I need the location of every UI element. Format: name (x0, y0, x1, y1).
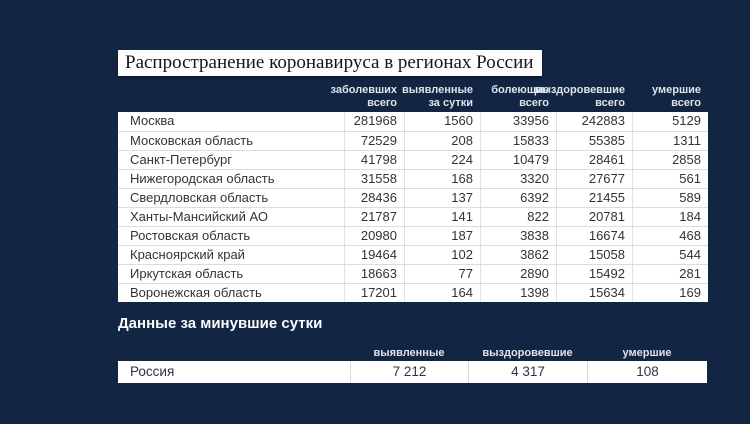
table-row (118, 169, 708, 188)
recovered-total-value: 28461 (556, 151, 632, 169)
infected-total-value: 31558 (344, 170, 404, 188)
sick-total-value: 3838 (480, 227, 556, 245)
infected-total-value: 17201 (344, 284, 404, 302)
sick-total-value: 15833 (480, 132, 556, 150)
region-name: Санкт-Петербург (130, 152, 232, 167)
infected-total-value: 19464 (344, 246, 404, 264)
region-name: Нижегородская область (130, 171, 275, 186)
region-name: Иркутская область (130, 266, 244, 281)
regions-table (118, 112, 708, 302)
column-header-line: за сутки (428, 96, 473, 109)
detected-daily-value: 164 (404, 284, 480, 302)
sick-total-value: 3320 (480, 170, 556, 188)
detected-daily-value: 1560 (404, 112, 480, 131)
recovered-total-value: 242883 (556, 112, 632, 131)
died-total-value: 5129 (632, 112, 708, 131)
died-total-value: 468 (632, 227, 708, 245)
recovered-total-value: 16674 (556, 227, 632, 245)
region-name: Московская область (130, 133, 254, 148)
infected-total-value: 18663 (344, 265, 404, 283)
column-header-line: болеющие (491, 84, 549, 96)
infected-total-value: 21787 (344, 208, 404, 226)
column-header-detected-daily (402, 84, 473, 109)
column-header-recovered-total (535, 84, 625, 109)
recovered-total-value: 55385 (556, 132, 632, 150)
sick-total-value: 3862 (480, 246, 556, 264)
sick-total-value: 33956 (480, 112, 556, 131)
infected-total-value: 281968 (344, 112, 404, 131)
recovered-total-value: 15492 (556, 265, 632, 283)
column-header-line: умершие (652, 84, 701, 96)
column-header-died-total (652, 84, 701, 109)
recovered-total-value: 27677 (556, 170, 632, 188)
died-total-value: 589 (632, 189, 708, 207)
table-row (118, 207, 708, 226)
region-name: Воронежская область (130, 285, 262, 300)
table-row (118, 112, 708, 131)
detected-daily-value: 102 (404, 246, 480, 264)
infected-total-value: 72529 (344, 132, 404, 150)
column-header-line: выявленные (402, 84, 473, 96)
daily-column-header-recovered: выздоровевшие (482, 347, 573, 359)
infected-total-value: 20980 (344, 227, 404, 245)
table-row (118, 226, 708, 245)
daily-detected-value: 7 212 (350, 361, 468, 383)
died-total-value: 544 (632, 246, 708, 264)
died-total-value: 1311 (632, 132, 708, 150)
detected-daily-value: 187 (404, 227, 480, 245)
daily-column-header-died: умершие (622, 347, 672, 359)
table-row (118, 283, 708, 302)
died-total-value: 184 (632, 208, 708, 226)
column-header-line: всего (595, 96, 625, 109)
region-name: Москва (130, 113, 175, 128)
infected-total-value: 28436 (344, 189, 404, 207)
daily-section-title: Данные за минувшие сутки (118, 315, 323, 332)
table-row (118, 264, 708, 283)
column-header-line: всего (519, 96, 549, 109)
recovered-total-value: 20781 (556, 208, 632, 226)
table-row (118, 150, 708, 169)
infected-total-value: 41798 (344, 151, 404, 169)
page-title: Распространение коронавируса в регионах России (118, 50, 542, 76)
table-row (118, 188, 708, 207)
sick-total-value: 1398 (480, 284, 556, 302)
column-header-line: всего (367, 96, 397, 109)
detected-daily-value: 137 (404, 189, 480, 207)
column-header-line: выздоровевшие (534, 84, 625, 96)
detected-daily-value: 141 (404, 208, 480, 226)
detected-daily-value: 224 (404, 151, 480, 169)
recovered-total-value: 15058 (556, 246, 632, 264)
region-name: Ростовская область (130, 228, 251, 243)
daily-died-value: 108 (587, 361, 707, 383)
sick-total-value: 6392 (480, 189, 556, 207)
died-total-value: 169 (632, 284, 708, 302)
sick-total-value: 822 (480, 208, 556, 226)
table-row (118, 131, 708, 150)
region-name: Свердловская область (130, 190, 269, 205)
column-header-line: всего (671, 96, 701, 109)
sick-total-value: 2890 (480, 265, 556, 283)
detected-daily-value: 77 (404, 265, 480, 283)
sick-total-value: 10479 (480, 151, 556, 169)
daily-column-header-detected: выявленные (373, 347, 445, 359)
daily-recovered-value: 4 317 (468, 361, 587, 383)
recovered-total-value: 21455 (556, 189, 632, 207)
russia-daily-table (118, 361, 707, 383)
died-total-value: 561 (632, 170, 708, 188)
column-header-line: заболевших (330, 84, 397, 96)
detected-daily-value: 168 (404, 170, 480, 188)
died-total-value: 2858 (632, 151, 708, 169)
table-row (118, 245, 708, 264)
country-name: Россия (130, 364, 175, 379)
region-name: Красноярский край (130, 247, 245, 262)
region-name: Ханты-Мансийский АО (130, 209, 268, 224)
died-total-value: 281 (632, 265, 708, 283)
column-header-infected-total (331, 84, 397, 109)
recovered-total-value: 15634 (556, 284, 632, 302)
detected-daily-value: 208 (404, 132, 480, 150)
